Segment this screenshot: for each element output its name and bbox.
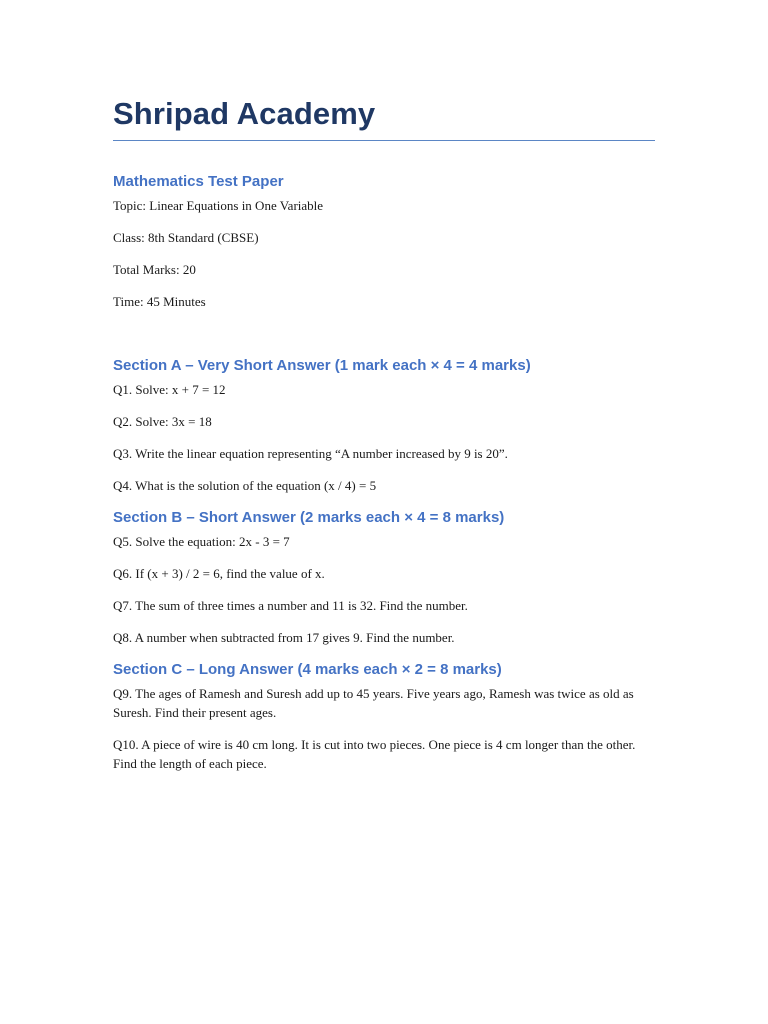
section-c-heading: Section C – Long Answer (4 marks each × 2 = 8 marks) (113, 661, 502, 678)
question-q5: Q5. Solve the equation: 2x - 3 = 7 (113, 534, 290, 549)
question-q2: Q2. Solve: 3x = 18 (113, 414, 212, 429)
question-q9: Q9. The ages of Ramesh and Suresh add up to 45 years. Five years ago, Ramesh was twice as old as Suresh. Find their present ages. (113, 686, 634, 720)
paper-subtitle: Mathematics Test Paper (113, 173, 284, 190)
document-title: Shripad Academy (113, 92, 655, 141)
section-a-heading: Section A – Very Short Answer (1 mark each × 4 = 4 marks) (113, 357, 531, 374)
question-q6: Q6. If (x + 3) / 2 = 6, find the value of x. (113, 566, 325, 581)
info-time: Time: 45 Minutes (113, 294, 206, 309)
info-class: Class: 8th Standard (CBSE) (113, 230, 259, 245)
question-q10: Q10. A piece of wire is 40 cm long. It is cut into two pieces. One piece is 4 cm longer than the other. Find the length of each piece. (113, 737, 636, 771)
info-total-marks: Total Marks: 20 (113, 262, 196, 277)
info-topic: Topic: Linear Equations in One Variable (113, 198, 324, 213)
question-q8: Q8. A number when subtracted from 17 gives 9. Find the number. (113, 630, 455, 645)
question-q3: Q3. Write the linear equation representing “A number increased by 9 is 20”. (113, 446, 508, 461)
question-q7: Q7. The sum of three times a number and 11 is 32. Find the number. (113, 598, 468, 613)
section-b-heading: Section B – Short Answer (2 marks each × 4 = 8 marks) (113, 509, 505, 526)
question-q1: Q1. Solve: x + 7 = 12 (113, 382, 226, 397)
question-q4: Q4. What is the solution of the equation (x / 4) = 5 (113, 478, 377, 493)
document-page (113, 92, 655, 773)
